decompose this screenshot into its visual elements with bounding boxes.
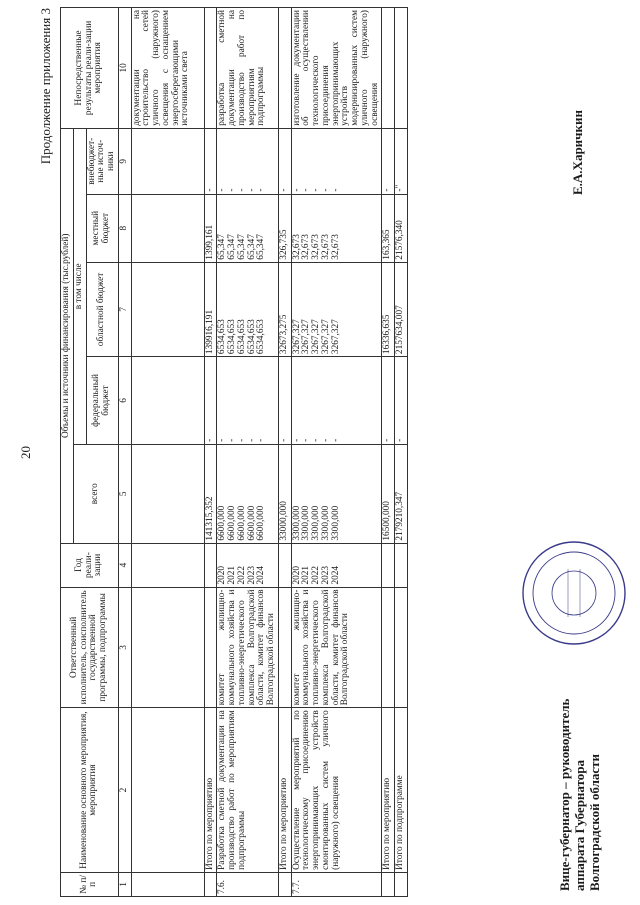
regional-value: 16336,635 (382, 262, 395, 356)
local-list (291, 194, 382, 262)
total-value: 6600,000 (246, 505, 257, 541)
year: 2024 (330, 565, 341, 585)
year: 2021 (227, 565, 237, 585)
regional-value: 3267,327 (330, 319, 341, 355)
colnum: 9 (118, 128, 131, 194)
year-list (217, 543, 279, 587)
signature-line: аппарата Губернатора (571, 759, 587, 891)
signatory-name: Е.А.Харичкин (570, 110, 585, 195)
official-seal (520, 539, 628, 647)
extra-value: - (278, 128, 291, 194)
year: 2022 (236, 565, 247, 585)
extra-list (291, 128, 382, 194)
total-value: 3300,000 (330, 505, 341, 541)
local-value: 326,735 (278, 194, 291, 262)
extra-list (217, 128, 279, 194)
year: 2024 (256, 565, 267, 585)
extra-value: - (301, 188, 312, 192)
colnum: 1 (118, 872, 131, 896)
colnum: 7 (118, 262, 131, 356)
col-volumes-header: Объемы и источники финансирования (тыс.рублей) (61, 128, 74, 543)
local-value: 32,673 (301, 234, 312, 260)
table-row (291, 8, 382, 897)
item-name: Разработка сметной документации на производство работ по мероприятиям подпрограммы (217, 708, 279, 873)
table-row (204, 8, 217, 897)
regional-list (217, 262, 279, 356)
regional-value: 6534,653 (246, 319, 257, 355)
total-label: Итого по подпрограмме (395, 708, 408, 873)
total-value: 16500,000 (382, 444, 395, 543)
col-extra-header: внебюджет-ные источ-ники (86, 128, 118, 194)
colnum: 6 (118, 357, 131, 445)
federal-value: - (256, 438, 267, 442)
extra-value: -" (395, 128, 408, 194)
total-label: Итого по мероприятию (278, 708, 291, 873)
regional-value: 3267,327 (320, 319, 331, 355)
total-value: 3300,000 (301, 505, 312, 541)
col-local-header: местный бюджет (86, 194, 118, 262)
total-value: 6600,000 (236, 505, 247, 541)
federal-value: - (330, 438, 341, 442)
local-value: 65,347 (217, 234, 228, 260)
table-row (131, 8, 204, 897)
federal-value: - (217, 438, 228, 442)
federal-value: - (278, 357, 291, 445)
col-year-header: Год реали-зации (61, 543, 119, 587)
table-row (382, 8, 395, 897)
year: 2023 (320, 565, 331, 585)
regional-value: 139916,191 (204, 262, 217, 356)
extra-value: - (291, 188, 302, 192)
item-executor: комитет жилищно-коммунального хозяйства и топливно-энергетического комплекса Волгоградской области, комитет финансов Волгоградской области (291, 587, 382, 708)
regional-value: 6534,653 (217, 319, 228, 355)
item-number: 7.6. (217, 872, 279, 896)
colnum: 10 (118, 8, 131, 129)
table-row (217, 8, 279, 897)
item-number: 7.7. (291, 872, 382, 896)
item-result: разработка сметной документации на производство работ по мероприятиям подпрограммы (217, 8, 279, 129)
regional-value: 3267,327 (291, 319, 302, 355)
signature-line: Волгоградской области (586, 753, 602, 891)
extra-value: - (236, 188, 247, 192)
local-value: 32,673 (330, 234, 341, 260)
federal-value: - (246, 438, 257, 442)
regional-value: 3267,327 (301, 319, 312, 355)
extra-value: - (311, 188, 321, 192)
total-value: 141315,352 (204, 444, 217, 543)
federal-value: - (301, 438, 312, 442)
year-list (291, 543, 382, 587)
federal-value: - (227, 438, 237, 442)
col-executor-header: Ответственный исполнитель, соисполнитель государственной программы, подпрограммы (61, 587, 119, 708)
year: 2023 (246, 565, 257, 585)
local-value: 32,673 (320, 234, 331, 260)
item-result: изготовление документации об осуществлении технологического присоединения энергопринимающих устройств модернизированных систем уличного (наружного) освещения (291, 8, 382, 129)
federal-list (217, 357, 279, 445)
regional-value: 32673,275 (278, 262, 291, 356)
local-list (217, 194, 279, 262)
colnum: 3 (118, 587, 131, 708)
local-value: 65,347 (236, 234, 247, 260)
federal-value: - (382, 357, 395, 445)
federal-value: - (311, 438, 321, 442)
page-number: 20 (18, 446, 33, 459)
regional-value: 2157634,007 (395, 262, 408, 356)
signature-block (558, 699, 603, 891)
total-value: 3300,000 (311, 505, 321, 541)
local-value: 65,347 (227, 234, 237, 260)
continued-result: документации на строительство сетей уличного (наружного) освещения с оснащением энергосберегающими источниками света (131, 8, 204, 129)
item-executor: комитет жилищно-коммунального хозяйства и топливно-энергетического комплекса Волгоградской области, комитет финансов Волгоградской области (217, 587, 279, 708)
year: 2021 (301, 565, 312, 585)
financing-table (60, 7, 408, 897)
colnum: 5 (118, 444, 131, 543)
total-value: 3300,000 (320, 505, 331, 541)
regional-list (291, 262, 382, 356)
regional-value: 6534,653 (256, 319, 267, 355)
extra-value: - (227, 188, 237, 192)
colnum: 4 (118, 543, 131, 587)
item-name: Осуществление мероприятий по технологическому присоединению энергопринимающих устройств смонтированных систем уличного (наружного) освещения (291, 708, 382, 873)
extra-value: - (204, 128, 217, 194)
local-value: 32,673 (311, 234, 321, 260)
col-federal-header: федеральный бюджет (86, 357, 118, 445)
table-row (278, 8, 291, 897)
total-value: 6600,000 (256, 505, 267, 541)
signature-line: Вице-губернатор – руководитель (557, 698, 572, 891)
col-name-header: Наименование основного мероприятия, мероприятия (61, 708, 119, 873)
federal-value: - (236, 438, 247, 442)
extra-value: - (382, 128, 395, 194)
colnum: 8 (118, 194, 131, 262)
total-label: Итого по мероприятию (382, 708, 395, 873)
col-num-header: № п/п (61, 872, 119, 896)
total-list (217, 444, 279, 543)
extra-value: - (246, 188, 257, 192)
table-row (395, 8, 408, 897)
total-value: 3300,000 (291, 505, 302, 541)
year: 2020 (291, 565, 302, 585)
local-value: 65,347 (246, 234, 257, 260)
local-value: 65,347 (256, 234, 267, 260)
total-list (291, 444, 382, 543)
total-value: 6600,000 (217, 505, 228, 541)
federal-value: - (320, 438, 331, 442)
year: 2020 (217, 565, 228, 585)
extra-value: - (256, 188, 267, 192)
col-total-header: всего (73, 444, 118, 543)
total-value: 33000,000 (278, 444, 291, 543)
extra-value: - (330, 188, 341, 192)
local-value: 163,365 (382, 194, 395, 262)
regional-value: 3267,327 (311, 319, 321, 355)
local-value: 21576,340 (395, 194, 408, 262)
continuation-label: Продолжение приложения 3 (38, 8, 53, 165)
regional-value: 6534,653 (236, 319, 247, 355)
col-results-header: Непосредственные результаты реали-зации мероприятия (61, 8, 119, 129)
col-including-header: в том числе (73, 128, 86, 444)
extra-value: - (217, 188, 228, 192)
total-label: Итого по мероприятию (204, 708, 217, 873)
colnum: 2 (118, 708, 131, 873)
federal-value: - (395, 357, 408, 445)
total-value: 6600,000 (227, 505, 237, 541)
regional-value: 6534,653 (227, 319, 237, 355)
local-value: 1399,161 (204, 194, 217, 262)
total-value: 2179210,347 (395, 444, 408, 543)
col-regional-header: областной бюджет (86, 262, 118, 356)
local-value: 32,673 (291, 234, 302, 260)
year: 2022 (311, 565, 321, 585)
federal-value: - (291, 438, 302, 442)
federal-value: - (204, 357, 217, 445)
federal-list (291, 357, 382, 445)
extra-value: - (320, 188, 331, 192)
